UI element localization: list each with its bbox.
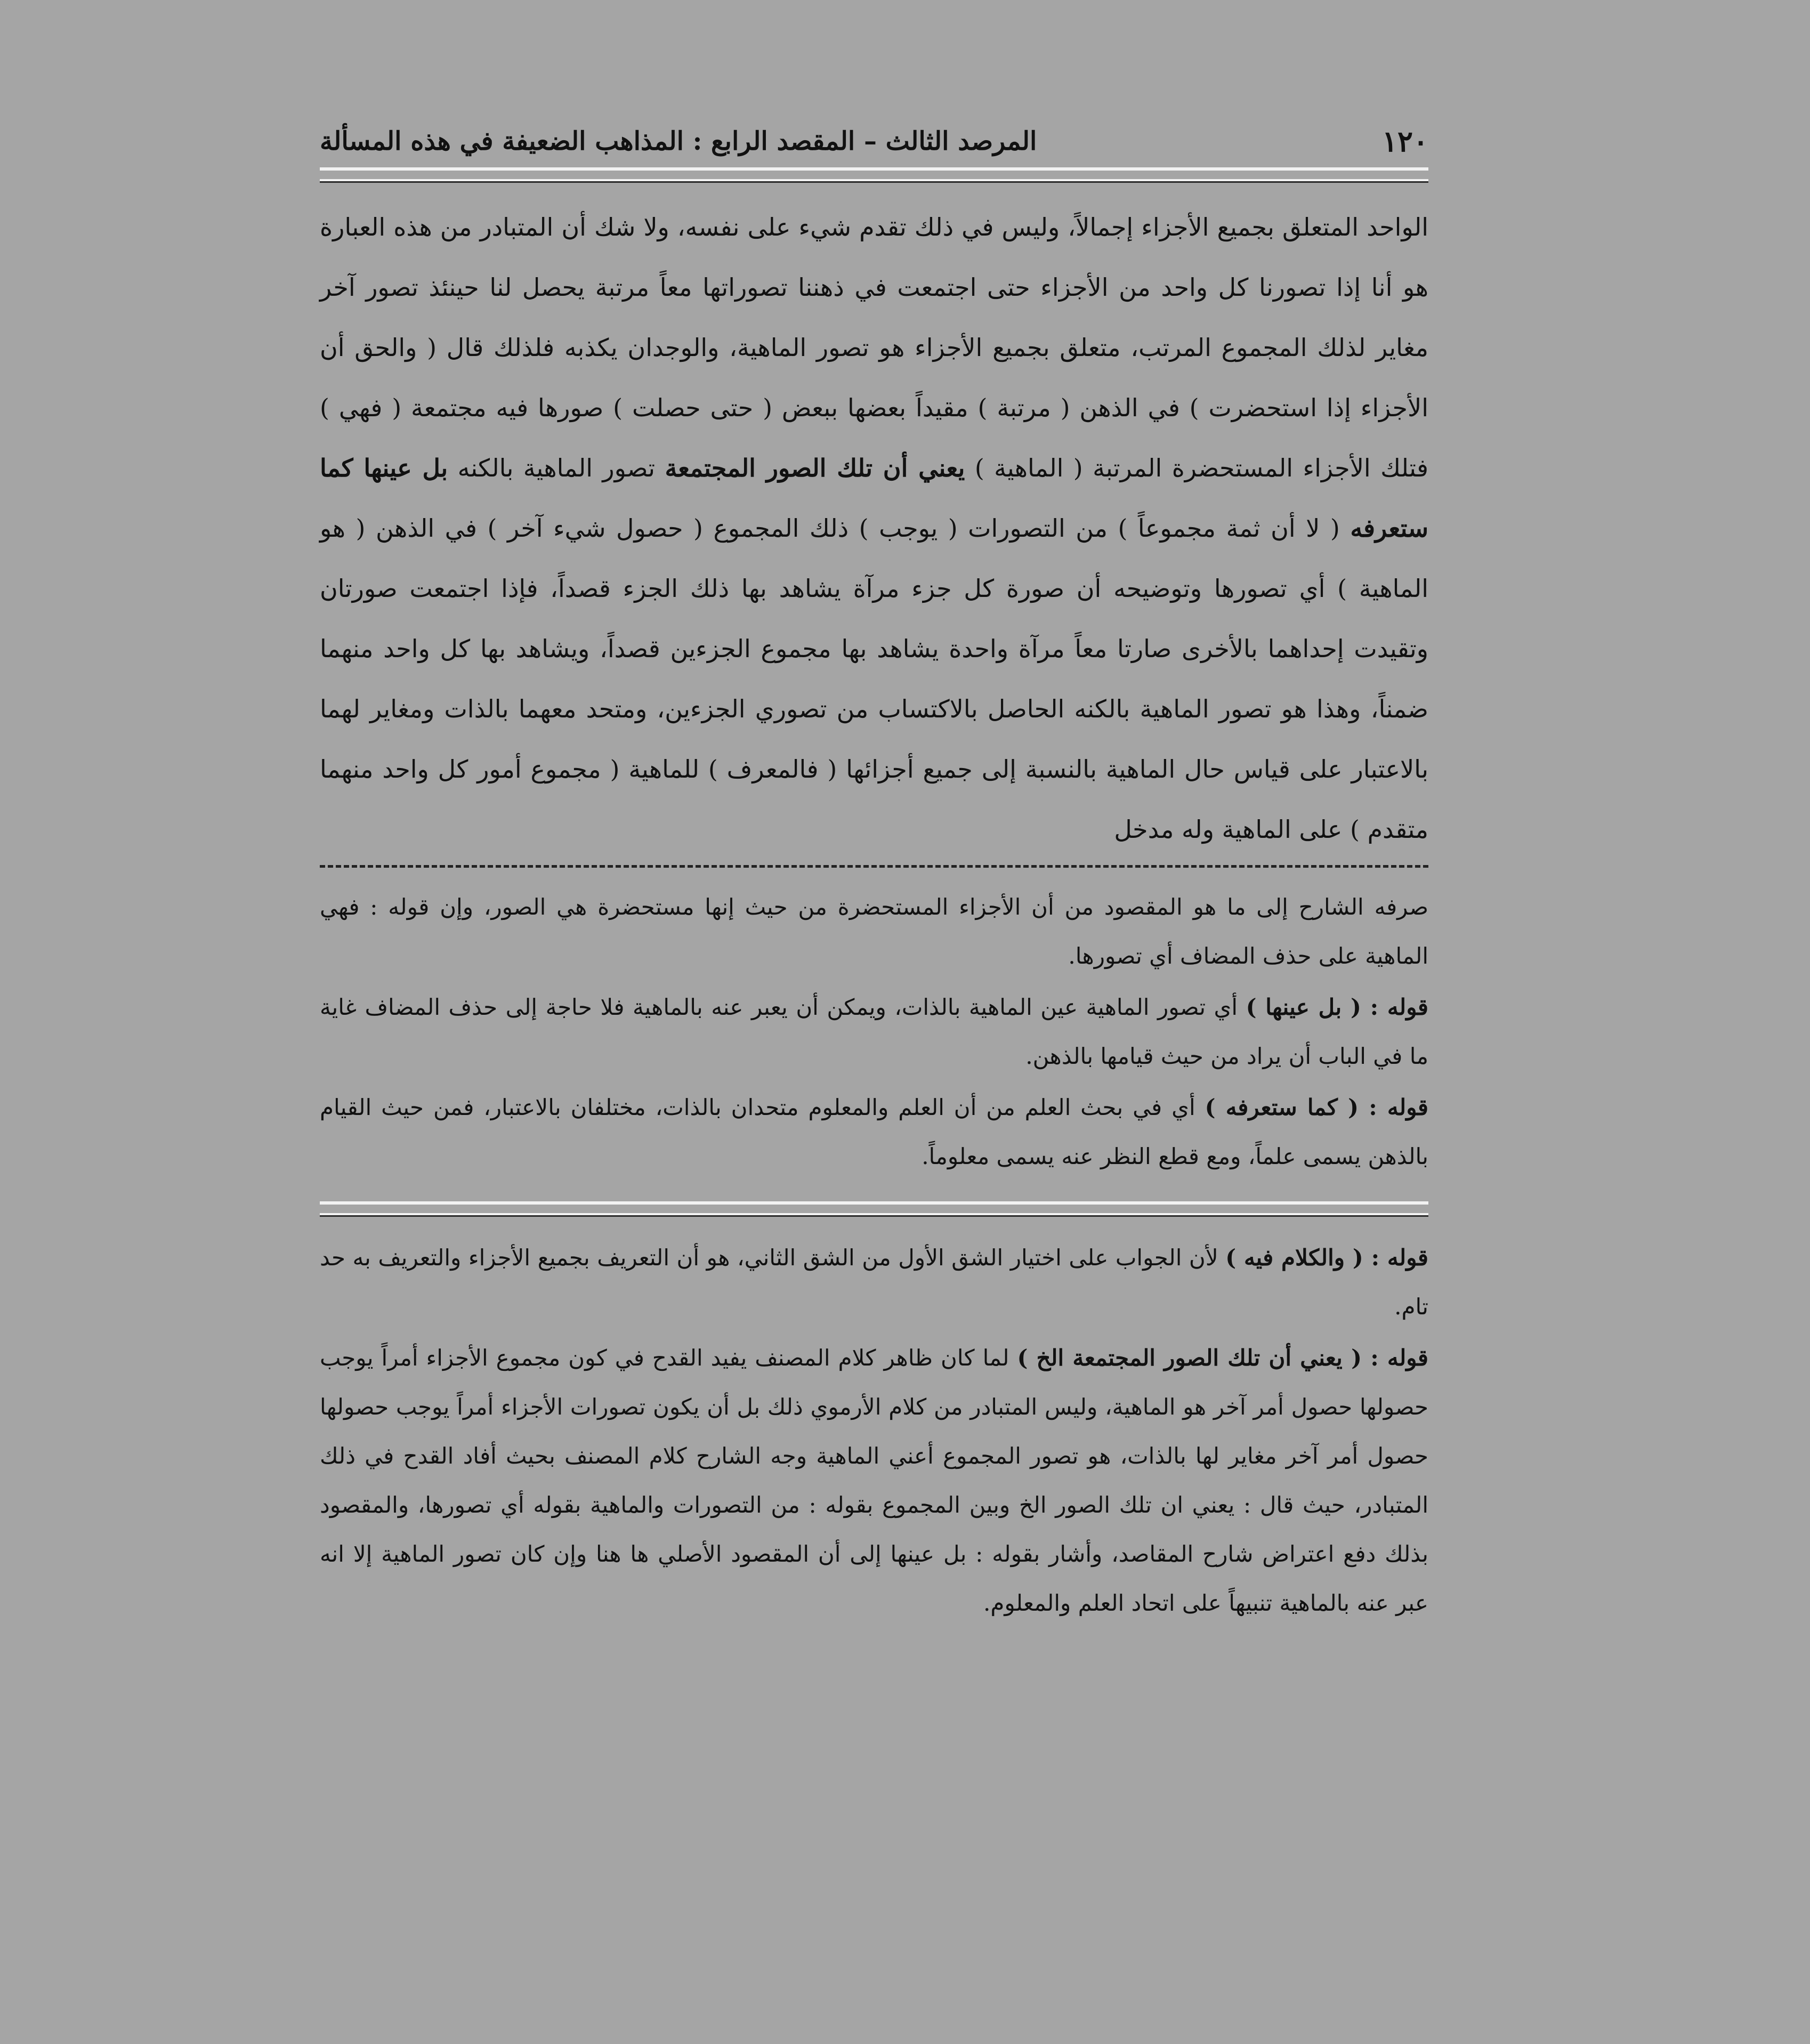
footnote-text: صرفه الشارح إلى ما هو المقصود من أن الأجزاء المستحضرة من حيث إنها مستحضرة هي الصور، وإن قوله : فهي الماهية على حذف المضاف أي تصورها. — [320, 894, 1428, 969]
main-text-body — [320, 197, 1428, 860]
page-header — [320, 117, 1428, 165]
book-page — [320, 117, 1428, 1628]
footnote-item — [320, 1083, 1428, 1181]
footnote-item — [320, 883, 1428, 981]
footnotes-top — [320, 883, 1428, 1181]
header-double-rule — [320, 167, 1428, 181]
footnote-item — [320, 983, 1428, 1081]
footnote-text: لأن الجواب على اختيار الشق الأول من الشق الثاني، هو أن التعريف بجميع الأجزاء والتعريف به حد تام. — [320, 1245, 1428, 1320]
running-title: المرصد الثالث – المقصد الرابع : المذاهب الضعيفة في هذه المسألة — [320, 126, 1037, 156]
dashed-separator — [320, 865, 1428, 868]
footnote-lead: قوله : ( والكلام فيه ) — [1225, 1245, 1428, 1271]
footnote-lead: قوله : ( يعني أن تلك الصور المجتمعة الخ ) — [1017, 1345, 1429, 1371]
main-text-segment: ( لا أن ثمة مجموعاً ) من التصورات ( يوجب ) ذلك المجموع ( حصول شيء آخر ) في الذهن ( هو الماهية ) أي تصورها وتوضيحه أن صورة كل جزء مرآة يشاهد بها ذلك الجزء قصداً، فإذا اجتمعت صورتان وتقيدت إحداهما بالأخرى صارتا معاً مرآة واحدة يشاهد بها مجموع الجزءين قصداً، ويشاهد بها كل واحد منهما ضمناً، وهذا هو تصور الماهية بالكنه الحاصل بالاكتساب من تصوري الجزءين، ومتحد معهما بالذات ومغاير لهما بالاعتبار على قياس حال الماهية بالنسبة إلى جميع أجزائها ( فالمعرف ) للماهية ( مجموع أمور كل واحد منهما متقدم ) على الماهية وله مدخل — [320, 514, 1428, 844]
footnotes-bottom — [320, 1233, 1428, 1628]
footnote-text: أي في بحث العلم من أن العلم والمعلوم متحدان بالذات، مختلفان بالاعتبار، فمن حيث القيام بالذهن يسمى علماً، ومع قطع النظر عنه يسمى معلوماً. — [320, 1094, 1428, 1169]
page-number: ١٢٠ — [1381, 124, 1428, 158]
main-text-bold-segment: يعني أن تلك الصور المجتمعة — [665, 454, 965, 482]
footnote-double-rule — [320, 1201, 1428, 1215]
main-text-bold-segment: بل عينها كما ستعرفه — [320, 454, 1428, 543]
main-text-segment: تصور الماهية بالكنه — [448, 454, 665, 482]
footnote-lead: قوله : ( كما ستعرفه ) — [1205, 1094, 1429, 1120]
footnote-text: أي تصور الماهية عين الماهية بالذات، ويمكن أن يعبر عنه بالماهية فلا حاجة إلى حذف المضاف غاية ما في الباب أن يراد من حيث قيامها بالذهن. — [320, 994, 1428, 1069]
footnote-item — [320, 1334, 1428, 1628]
main-text-segment: الواحد المتعلق بجميع الأجزاء إجمالاً، وليس في ذلك تقدم شيء على نفسه، ولا شك أن المتبادر من هذه العبارة هو أنا إذا تصورنا كل واحد من الأجزاء حتى اجتمعت في ذهننا تصوراتها معاً مرتبة يحصل لنا حينئذ تصور آخر مغاير لذلك المجموع المرتب، متعلق بجميع الأجزاء هو تصور الماهية، والوجدان يكذبه فلذلك قال ( والحق أن الأجزاء إذا استحضرت ) في الذهن ( مرتبة ) مقيداً بعضها ببعض ( حتى حصلت ) صورها فيه مجتمعة ( فهي ) فتلك الأجزاء المستحضرة المرتبة ( الماهية ) — [320, 213, 1428, 482]
footnote-lead: قوله : ( بل عينها ) — [1246, 994, 1428, 1020]
footnote-item — [320, 1233, 1428, 1331]
footnote-text: لما كان ظاهر كلام المصنف يفيد القدح في كون مجموع الأجزاء أمراً يوجب حصولها حصول أمر آخر هو الماهية، وليس المتبادر من كلام الأرموي ذلك بل أن يكون تصورات الأجزاء أمراً يوجب حصولها حصول أمر آخر مغاير لها بالذات، هو تصور المجموع أعني الماهية وجه الشارح كلام المصنف بحيث أفاد القدح في ذلك المتبادر، حيث قال : يعني ان تلك الصور الخ وبين المجموع بقوله : من التصورات والماهية بقوله أي تصورها، والمقصود بذلك دفع اعتراض شارح المقاصد، وأشار بقوله : بل عينها إلى أن المقصود الأصلي ها هنا وإن كان تصور الماهية إلا انه عبر عنه بالماهية تنبيهاً على اتحاد العلم والمعلوم. — [320, 1345, 1428, 1616]
